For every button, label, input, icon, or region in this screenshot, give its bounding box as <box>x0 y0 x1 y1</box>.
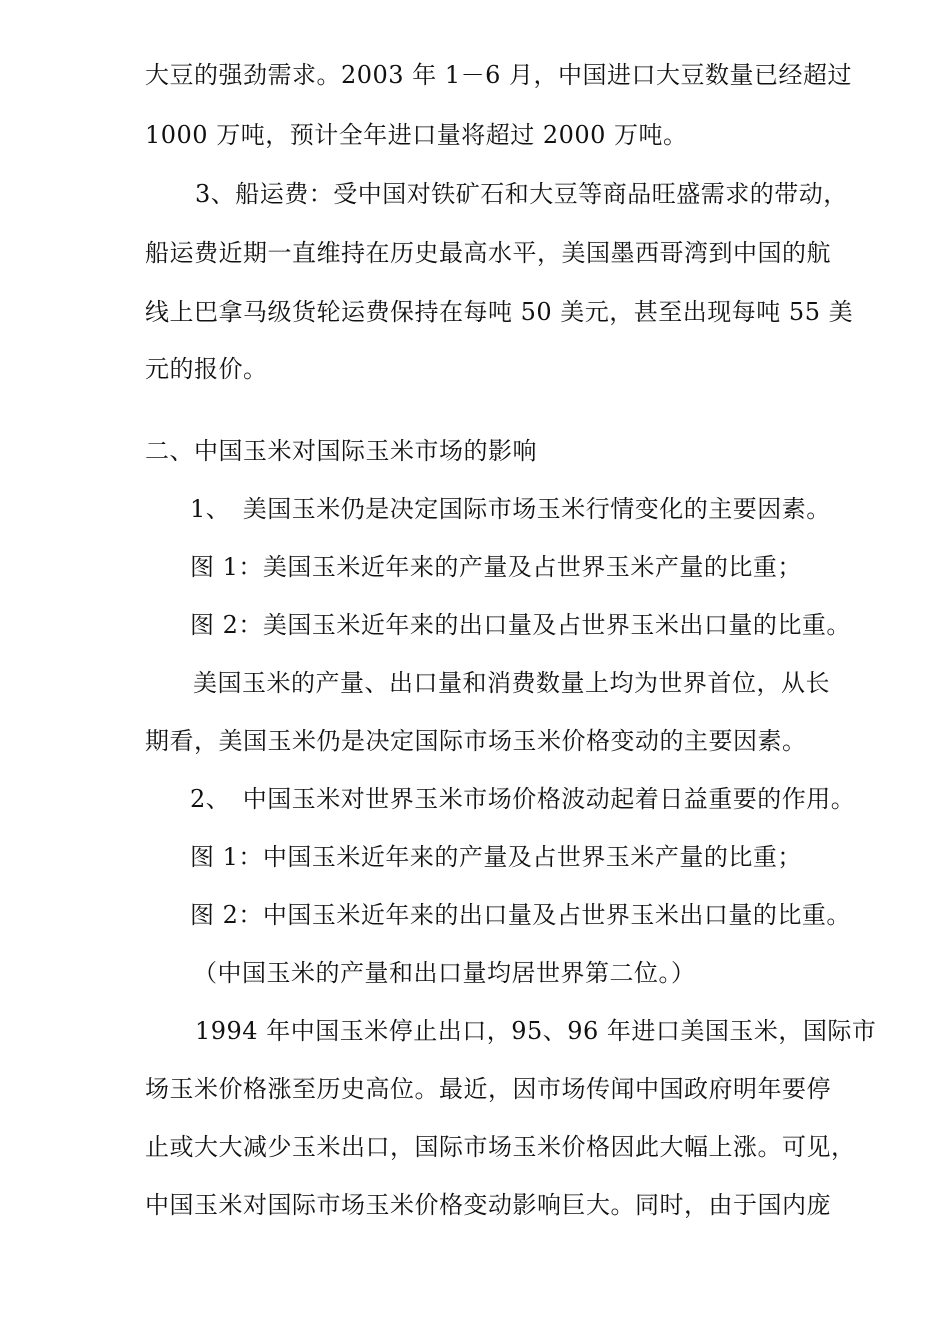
text-line: （中国玉米的产量和出口量均居世界第二位。） <box>193 959 696 987</box>
text-line: 3、船运费：受中国对铁矿石和大豆等商品旺盛需求的带动， <box>195 180 848 208</box>
text-line: 期看，美国玉米仍是决定国际市场玉米价格变动的主要因素。 <box>145 727 807 755</box>
text-line: 船运费近期一直维持在历史最高水平，美国墨西哥湾到中国的航 <box>145 239 831 267</box>
text-line: 2、 中国玉米对世界玉米市场价格波动起着日益重要的作用。 <box>190 785 856 813</box>
text-line: 元的报价。 <box>145 355 268 383</box>
text-line: 1000 万吨，预计全年进口量将超过 2000 万吨。 <box>145 121 688 149</box>
text-line: 图 2：中国玉米近年来的出口量及占世界玉米出口量的比重。 <box>190 901 851 929</box>
text-line: 线上巴拿马级货轮运费保持在每吨 50 美元，甚至出现每吨 55 美 <box>145 298 854 326</box>
text-line: 大豆的强劲需求。2003 年 1－6 月，中国进口大豆数量已经超过 <box>145 61 853 89</box>
text-line: 中国玉米对国际市场玉米价格变动影响巨大。同时，由于国内庞 <box>145 1191 831 1219</box>
section-heading: 二、中国玉米对国际玉米市场的影响 <box>145 437 537 465</box>
text-line: 1994 年中国玉米停止出口，95、96 年进口美国玉米，国际市 <box>195 1017 877 1045</box>
text-line: 止或大大减少玉米出口，国际市场玉米价格因此大幅上涨。可见， <box>145 1133 856 1161</box>
text-line: 图 1：美国玉米近年来的产量及占世界玉米产量的比重； <box>190 553 802 581</box>
text-line: 美国玉米的产量、出口量和消费数量上均为世界首位，从长 <box>193 669 830 697</box>
text-line: 图 2：美国玉米近年来的出口量及占世界玉米出口量的比重。 <box>190 611 851 639</box>
text-line: 图 1：中国玉米近年来的产量及占世界玉米产量的比重； <box>190 843 802 871</box>
text-line: 1、 美国玉米仍是决定国际市场玉米行情变化的主要因素。 <box>190 495 831 523</box>
text-line: 场玉米价格涨至历史高位。最近，因市场传闻中国政府明年要停 <box>145 1075 831 1103</box>
